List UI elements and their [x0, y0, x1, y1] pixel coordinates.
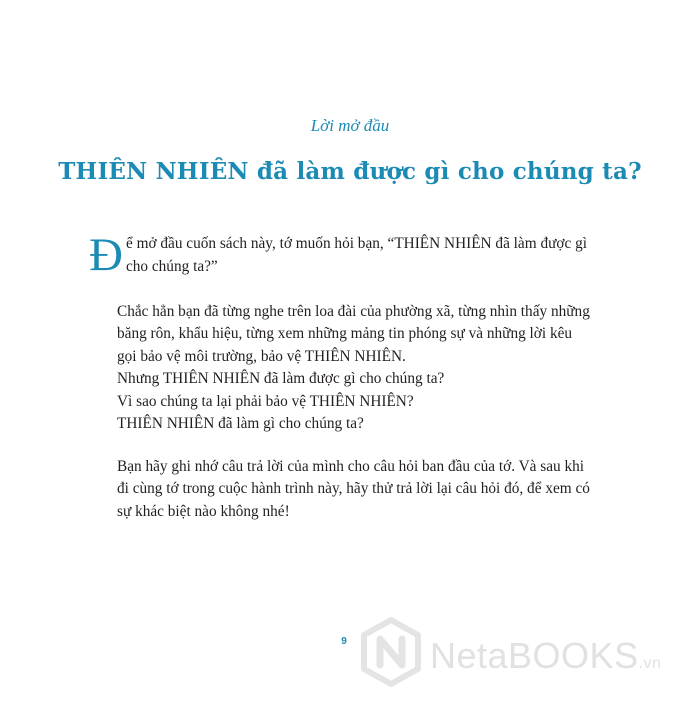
- paragraph-context-text: Chắc hẳn bạn đã từng nghe trên loa đài của phường xã, từng nhìn thấy những băng rôn, khẩu hiệu, từng xem những mảng tin phóng sự và những lời kêu gọi bảo vệ môi trường, bảo vệ THIÊN NHIÊN.: [117, 302, 590, 365]
- paragraph-intro: [89, 229, 592, 281]
- preface-label: Lời mở đầu: [310, 116, 390, 135]
- paragraph-context: [117, 278, 592, 368]
- chapter-title: THIÊN NHIÊN đã làm được gì cho chúng ta?: [58, 158, 642, 185]
- paragraph-intro-text: ể mở đầu cuốn sách này, tớ muốn hỏi bạn, “THIÊN NHIÊN đã làm được gì cho chúng ta?”: [125, 235, 587, 275]
- paragraph-closing: [117, 456, 592, 524]
- drop-cap: Đ: [89, 229, 123, 281]
- watermark-suffix: .vn: [638, 655, 662, 672]
- body-text: [89, 229, 592, 523]
- page-number: 9: [341, 636, 347, 647]
- watermark-brand: NetaBOOKS: [430, 635, 639, 676]
- paragraph-closing-text: Bạn hãy ghi nhớ câu trả lời của mình cho câu hỏi ban đầu của tớ. Và sau khi đi cùng tớ trong cuộc hành trình này, hãy thử trả lời lại câu hỏi đó, để xem có sự khác biệt nào không nhé!: [117, 457, 590, 520]
- question-2: Vì sao chúng ta lại phải bảo vệ THIÊN NHIÊN?: [117, 392, 414, 410]
- watermark-text: [430, 635, 661, 677]
- watermark: [360, 617, 690, 697]
- question-1: Nhưng THIÊN NHIÊN đã làm được gì cho chúng ta?: [117, 370, 445, 387]
- netabooks-logo-icon: [360, 617, 422, 687]
- question-3: THIÊN NHIÊN đã làm gì cho chúng ta?: [117, 415, 364, 432]
